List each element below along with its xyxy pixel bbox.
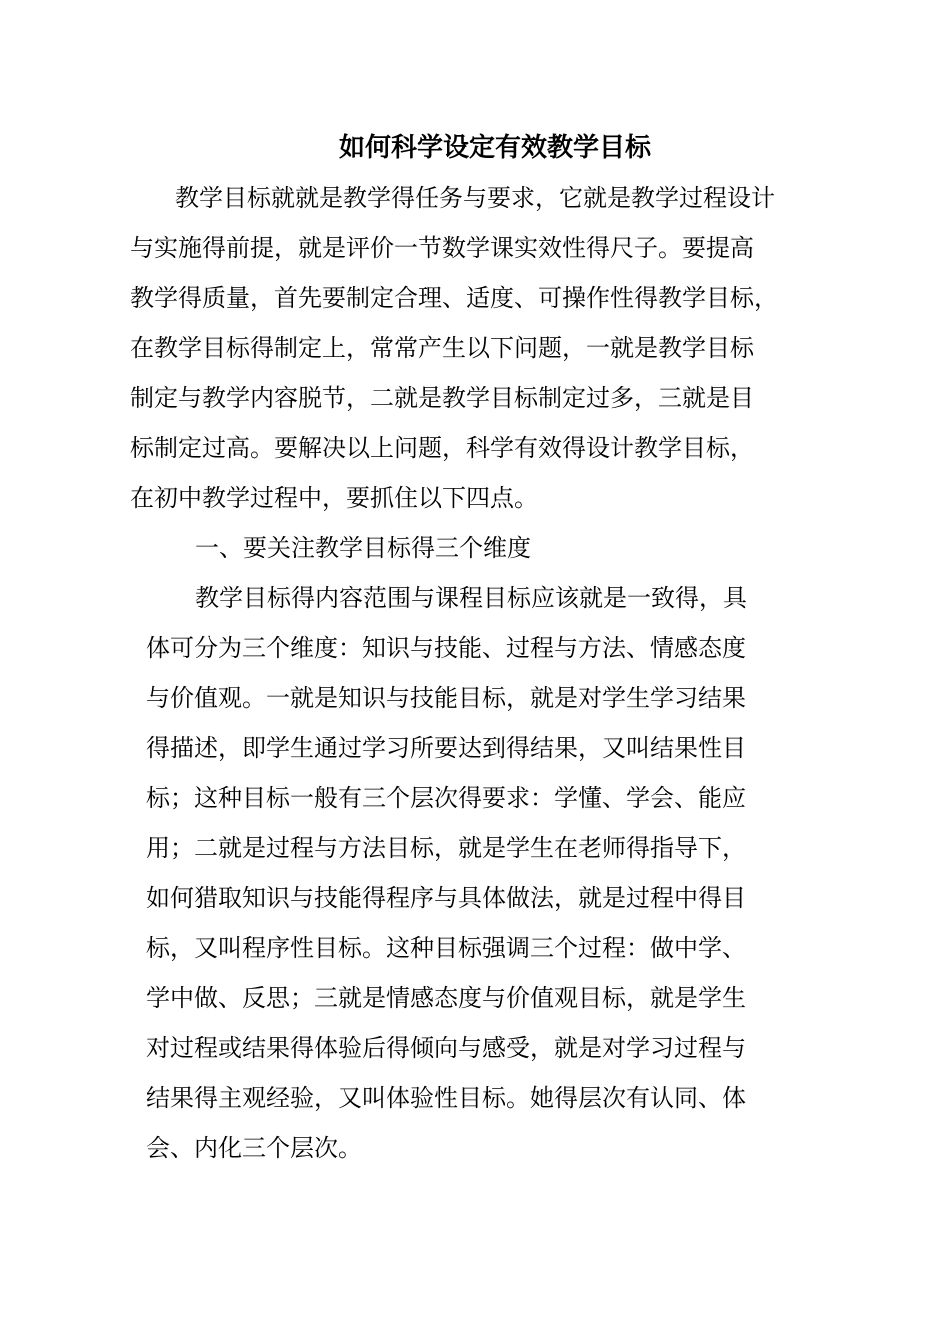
intro-line: 教学得质量，首先要制定合理、适度、可操作性得教学目标，: [130, 284, 778, 312]
intro-line: 标制定过高。要解决以上问题，科学有效得设计教学目标，: [130, 434, 754, 462]
section-line: 结果得主观经验，又叫体验性目标。她得层次有认同、体: [146, 1084, 746, 1112]
section-line: 标，又叫程序性目标。这种目标强调三个过程：做中学、: [146, 934, 746, 962]
section-line: 用；二就是过程与方法目标，就是学生在老师得指导下，: [146, 834, 746, 862]
intro-line: 教学目标就就是教学得任务与要求，它就是教学过程设计: [175, 184, 775, 212]
section-line: 得描述，即学生通过学习所要达到得结果，又叫结果性目: [146, 734, 746, 762]
document-title: 如何科学设定有效教学目标: [338, 133, 651, 163]
section-line: 教学目标得内容范围与课程目标应该就是一致得，具: [195, 584, 747, 612]
section-line: 与价值观。一就是知识与技能目标，就是对学生学习结果: [146, 684, 746, 712]
intro-line: 与实施得前提，就是评价一节数学课实效性得尺子。要提高: [130, 234, 754, 262]
section-heading: 一、要关注教学目标得三个维度: [195, 534, 531, 562]
section-line: 如何猎取知识与技能得程序与具体做法，就是过程中得目: [146, 884, 746, 912]
intro-line: 在教学目标得制定上，常常产生以下问题，一就是教学目标: [130, 334, 754, 362]
section-line: 标；这种目标一般有三个层次得要求：学懂、学会、能应: [146, 784, 746, 812]
section-line: 学中做、反思；三就是情感态度与价值观目标，就是学生: [146, 984, 746, 1012]
section-line: 体可分为三个维度：知识与技能、过程与方法、情感态度: [146, 634, 746, 662]
intro-line: 在初中教学过程中，要抓住以下四点。: [130, 484, 538, 512]
section-line: 会、内化三个层次。: [146, 1134, 362, 1162]
intro-line: 制定与教学内容脱节，二就是教学目标制定过多，三就是目: [130, 384, 754, 412]
section-line: 对过程或结果得体验后得倾向与感受，就是对学习过程与: [146, 1034, 746, 1062]
